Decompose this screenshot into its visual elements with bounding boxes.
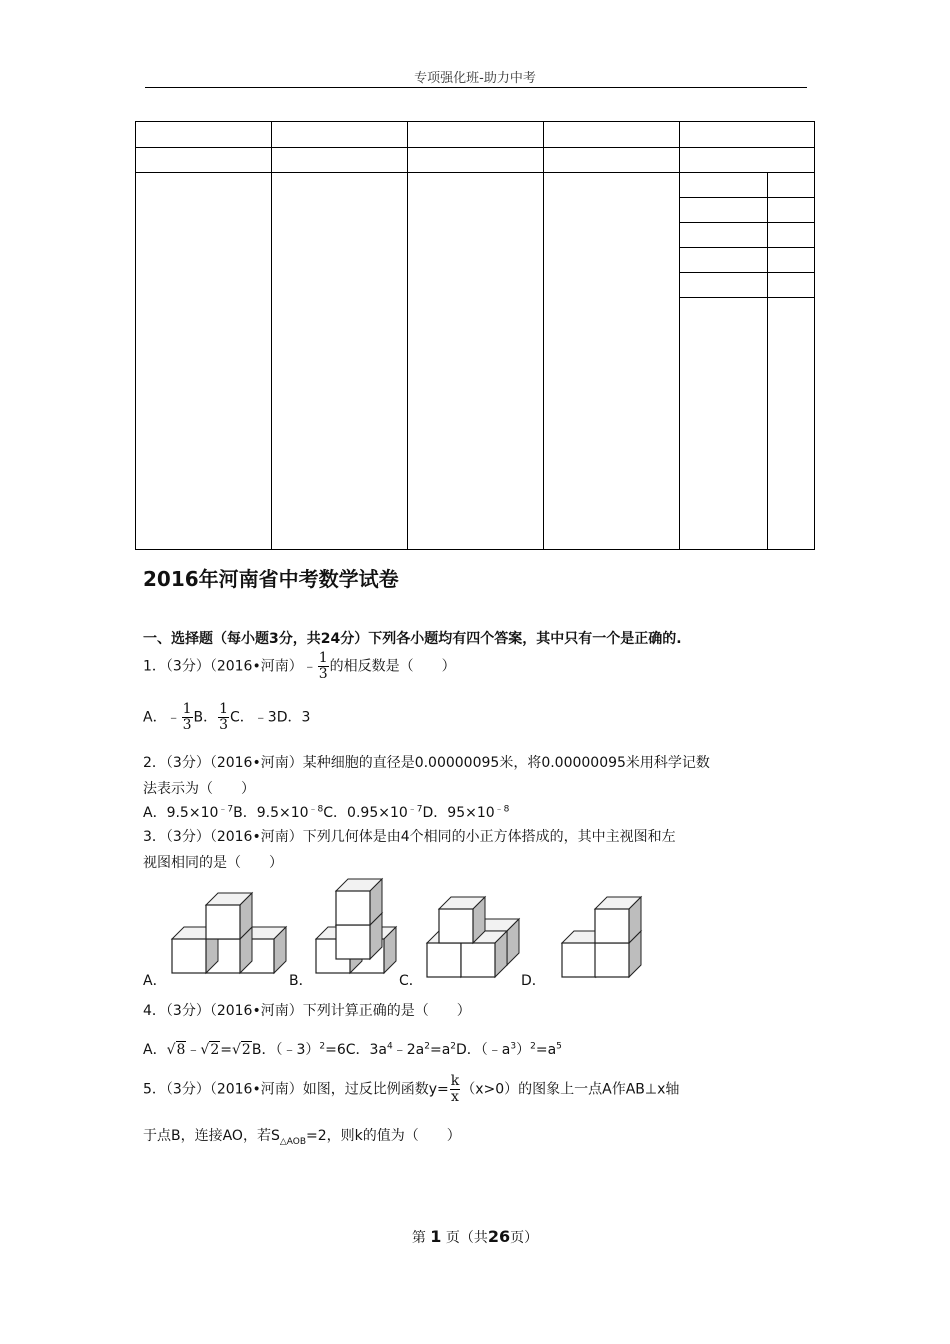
- figure-b-cube: [336, 879, 382, 925]
- q5-prefix: 5．（3分）（2016•河南）如图，过反比例函数y=: [143, 1081, 449, 1098]
- q4-option-b-exp: 2: [319, 1041, 326, 1052]
- q1-opt-a-den: 3: [182, 717, 192, 733]
- q4-sqrt-1: √8: [166, 1042, 186, 1058]
- q4-option-d-exp2: 2: [530, 1041, 536, 1052]
- q5-frac-den: x: [451, 1089, 459, 1105]
- q1-suffix: 的相反数是（ ）: [329, 658, 456, 675]
- q5-line2-a: 于点B，连接AO，若S: [143, 1128, 280, 1144]
- q1-option-a-fraction: [182, 702, 193, 733]
- footer-post: 页）: [510, 1230, 539, 1246]
- figure-a: [172, 893, 286, 973]
- q5-fraction: [450, 1074, 460, 1105]
- figure-d: [562, 897, 641, 977]
- question-1-options: [143, 702, 310, 733]
- q1-opt-b-den: 3: [219, 717, 229, 733]
- q5-suffix: （x>0）的图象上一点A作AB⊥x轴: [461, 1081, 680, 1098]
- q1-option-c: C．﹣3: [230, 709, 277, 726]
- q4-equals: =: [220, 1042, 232, 1058]
- q1-option-b-label: B．: [193, 709, 218, 726]
- q3-option-a-label: A．: [143, 973, 167, 989]
- page-header: 专项强化班-助力中考: [414, 71, 536, 86]
- question-3-line1: 3．（3分）（2016•河南）下列几何体是由4个相同的小正方体搭成的，其中主视图和左: [143, 829, 676, 845]
- footer-pre: 第: [411, 1230, 426, 1246]
- q4-option-a-label: A．: [143, 1042, 167, 1058]
- q1-frac-den: 3: [318, 666, 328, 682]
- q4-option-c-mid: ﹣2a: [392, 1042, 425, 1058]
- q4-option-b-rest: =6: [325, 1042, 346, 1058]
- q1-frac-num: 1: [318, 650, 328, 666]
- section-heading: 一、选择题（每小题3分，共24分）下列各小题均有四个答案，其中只有一个是正确的.: [143, 631, 682, 647]
- q1-option-b-fraction: [218, 702, 229, 733]
- q4-option-c-mid2: =a: [429, 1042, 451, 1058]
- q2-option-c-exp: ﹣7: [407, 804, 423, 815]
- q2-option-d: D．95×10: [422, 805, 495, 821]
- question-1: [143, 651, 456, 682]
- q1-prefix: 1．（3分）（2016•河南）﹣: [143, 658, 317, 675]
- q4-radicand-1: 8: [176, 1042, 186, 1058]
- q1-opt-a-num: 1: [182, 701, 192, 717]
- footer-total-pages: 26: [487, 1227, 511, 1246]
- question-4-line1: 4．（3分）（2016•河南）下列计算正确的是（ ）: [143, 1003, 471, 1019]
- q2-option-b-exp: ﹣8: [308, 804, 324, 815]
- q3-option-b-label: B．: [289, 973, 313, 989]
- q5-frac-num: k: [450, 1073, 460, 1089]
- q4-option-d-exp3: 5: [556, 1041, 562, 1052]
- question-4-options: [143, 1039, 562, 1059]
- q4-option-c-exp3: 2: [450, 1041, 457, 1052]
- question-2-options: [143, 802, 509, 822]
- q4-option-c-exp1: 4: [387, 1041, 393, 1052]
- q4-option-d-rest: =a: [535, 1042, 557, 1058]
- q3-option-d-label: D．: [521, 973, 546, 989]
- q4-sqrt-3: √2: [232, 1042, 251, 1058]
- figure-d-cube: [595, 897, 641, 943]
- question-2-line1: 2．（3分）（2016•河南）某种细胞的直径是0.00000095米，将0.00000095米用科学记数: [143, 755, 710, 771]
- q3-option-c-label: C．: [399, 973, 423, 989]
- page-footer: [0, 1227, 950, 1247]
- exam-title: 2016年河南省中考数学试卷: [143, 567, 399, 591]
- figure-c-cube: [439, 897, 485, 943]
- q4-radicand-3: 2: [241, 1042, 251, 1058]
- q4-option-c-exp2: 2: [424, 1041, 430, 1052]
- q5-line2-sub: △AOB: [279, 1136, 307, 1147]
- q4-radicand-2: 2: [210, 1042, 220, 1058]
- question-2-line2: 法表示为（ ）: [143, 781, 255, 797]
- q2-option-c: C．0.95×10: [323, 805, 408, 821]
- q4-minus: ﹣: [186, 1042, 201, 1058]
- figure-b: [316, 879, 396, 973]
- q1-option-d: D．3: [276, 709, 311, 726]
- footer-mid: 页（共: [445, 1230, 488, 1246]
- q1-opt-b-num: 1: [219, 701, 229, 717]
- q4-option-d: D．（﹣a: [456, 1042, 511, 1058]
- question-5-line2: [143, 1125, 461, 1145]
- q1-fraction: [318, 651, 329, 682]
- footer-page-number: 1: [430, 1227, 442, 1246]
- table-border: [136, 122, 815, 550]
- question-5-line1: [143, 1074, 679, 1105]
- q4-option-d-exp1: 3: [510, 1041, 517, 1052]
- q2-option-a-exp: ﹣7: [218, 804, 234, 815]
- q4-option-b: B．（﹣3）: [251, 1042, 320, 1058]
- q5-line2-b: =2，则k的值为（ ）: [306, 1128, 461, 1144]
- q2-option-d-exp: ﹣8: [494, 804, 510, 815]
- question-3-line2: 视图相同的是（ ）: [143, 855, 283, 871]
- q4-option-c: C．3a: [345, 1042, 387, 1058]
- figure-c: [427, 897, 519, 977]
- q4-option-d-mid: ）: [516, 1042, 531, 1058]
- q2-option-b: B．9.5×10: [233, 805, 309, 821]
- answer-table: [0, 0, 950, 560]
- q2-option-a: A．9.5×10: [143, 805, 219, 821]
- q1-option-a-label: A．﹣: [143, 709, 181, 726]
- figure-a-cube: [206, 893, 252, 939]
- q4-sqrt-2: √2: [200, 1042, 220, 1058]
